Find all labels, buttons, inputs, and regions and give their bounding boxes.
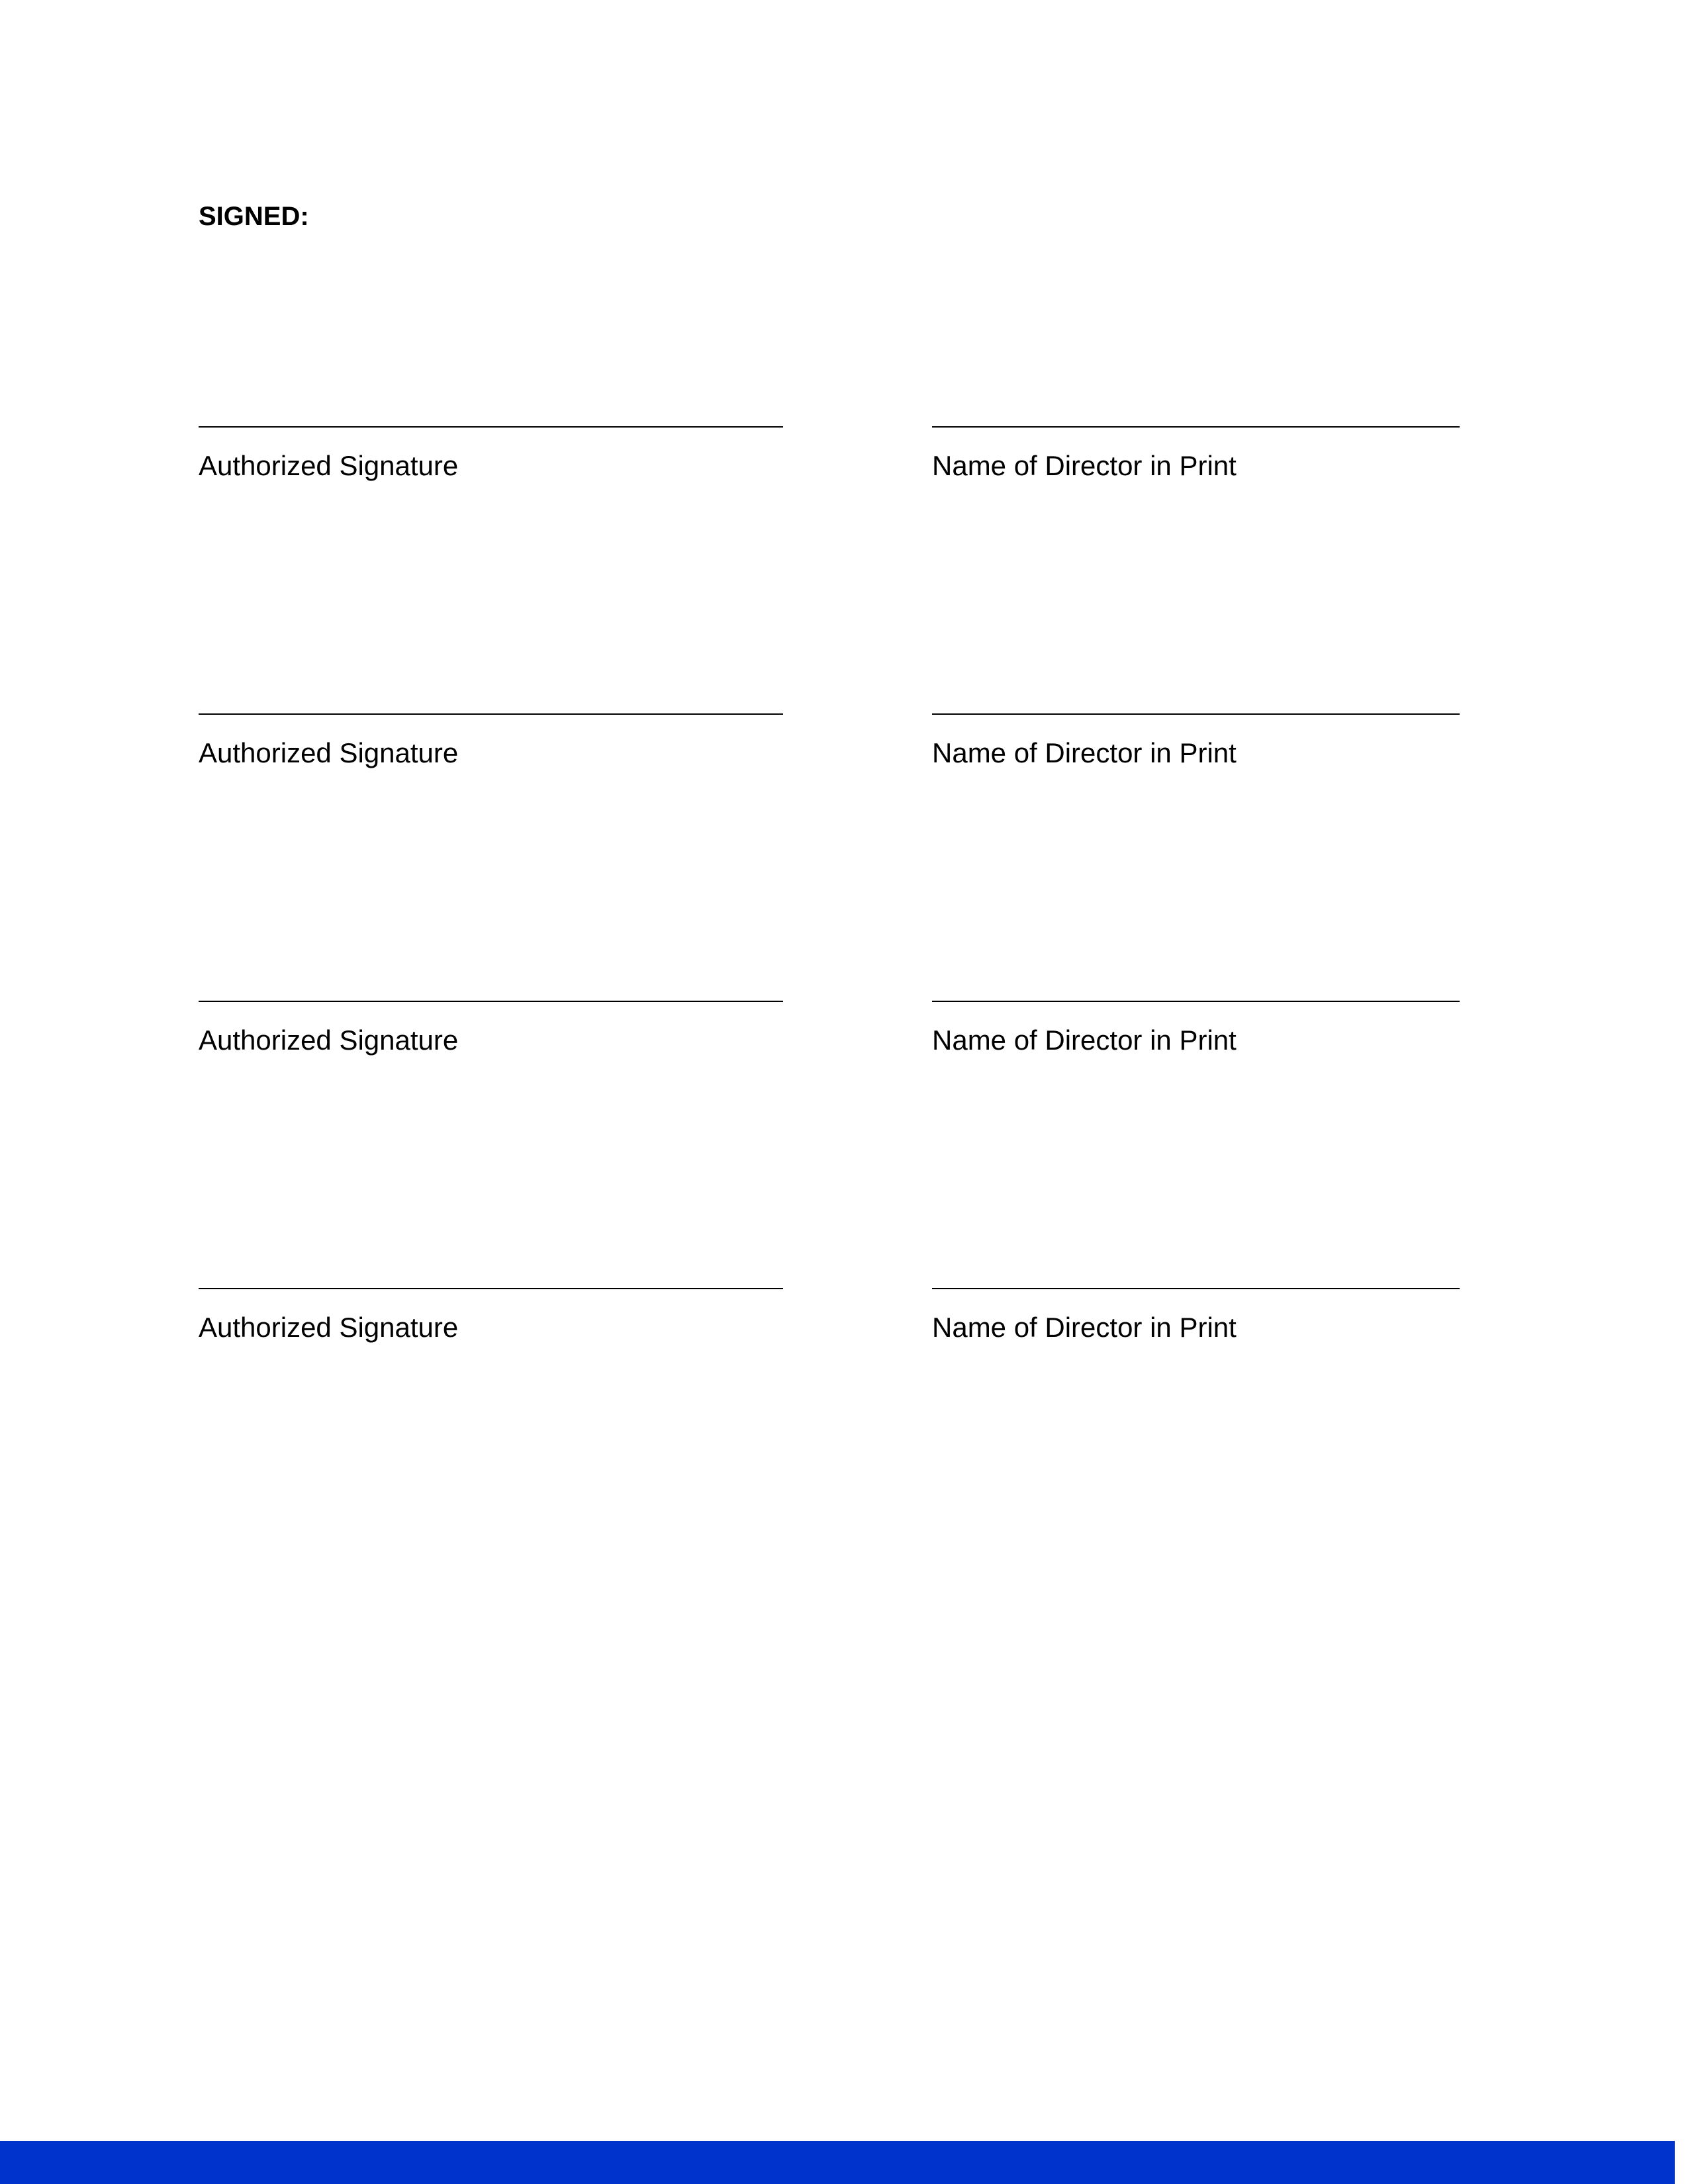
director-name-line[interactable]	[932, 1001, 1460, 1002]
director-name-line[interactable]	[932, 713, 1460, 715]
signature-row-4	[0, 1288, 1688, 1374]
authorized-signature-label: Authorized Signature	[199, 1312, 459, 1343]
authorized-signature-block	[199, 713, 783, 770]
signature-line[interactable]	[199, 426, 783, 428]
signature-row-2	[0, 713, 1688, 799]
director-name-label: Name of Director in Print	[932, 450, 1237, 481]
signature-line[interactable]	[199, 1001, 783, 1002]
authorized-signature-block	[199, 1288, 783, 1345]
signature-line[interactable]	[199, 1288, 783, 1289]
director-name-block	[932, 426, 1460, 483]
director-name-line[interactable]	[932, 1288, 1460, 1289]
signature-line[interactable]	[199, 713, 783, 715]
director-name-line[interactable]	[932, 426, 1460, 428]
signature-row-1	[0, 426, 1688, 512]
authorized-signature-label: Authorized Signature	[199, 1024, 459, 1056]
director-name-block	[932, 1288, 1460, 1345]
director-name-label: Name of Director in Print	[932, 737, 1237, 768]
authorized-signature-label: Authorized Signature	[199, 450, 459, 481]
director-name-block	[932, 713, 1460, 770]
director-name-label: Name of Director in Print	[932, 1024, 1237, 1056]
footer-color-bar	[0, 2141, 1675, 2184]
director-name-block	[932, 1001, 1460, 1058]
page-right-margin	[1675, 0, 1688, 2184]
signature-row-3	[0, 1001, 1688, 1087]
authorized-signature-block	[199, 1001, 783, 1058]
signed-heading: SIGNED:	[199, 202, 309, 231]
authorized-signature-block	[199, 426, 783, 483]
authorized-signature-label: Authorized Signature	[199, 737, 459, 768]
director-name-label: Name of Director in Print	[932, 1312, 1237, 1343]
